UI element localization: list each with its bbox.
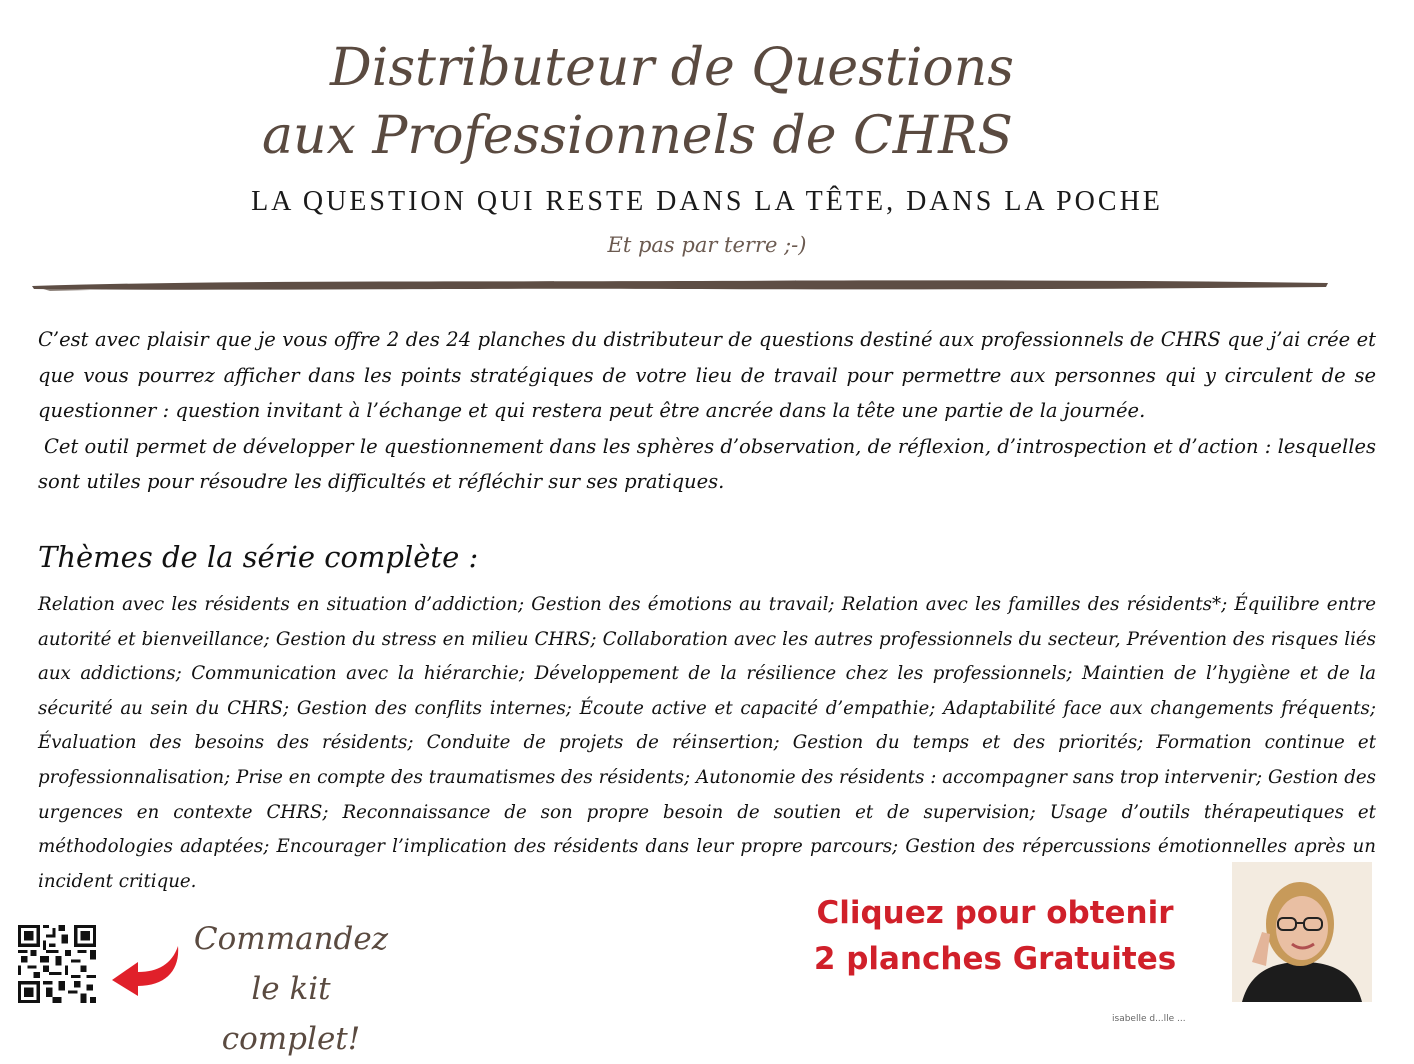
qr-code-icon[interactable] — [18, 925, 96, 1003]
order-line-2: le kit complet! — [221, 971, 361, 1057]
curved-arrow-left-icon — [108, 940, 186, 1006]
intro-paragraph-2: Cet outil permet de développer le questionnement dans les sphères d’observation, de réflexion, d’introspection et d’action : lesquelles sont utiles pour résoudre les difficultés et réfléchir sur ses pratiques. — [38, 434, 1376, 493]
page-title-line-2: aux Professionnels de CHRS — [262, 106, 1013, 166]
page-title-line-1: Distributeur de Questions — [330, 38, 1014, 98]
order-kit-link[interactable] — [186, 914, 396, 1064]
intro-text — [38, 322, 1376, 500]
free-sheets-cta[interactable] — [790, 890, 1200, 982]
subtitle: LA QUESTION QUI RESTE DANS LA TÊTE, DANS LA POCHE — [251, 186, 1163, 217]
themes-list: Relation avec les résidents en situation d’addiction; Gestion des émotions au travail; Relation avec les familles des résidents*; Équilibre entre autorité et bienveillance; Gestion du stress en milieu CHRS; Collaboration avec les autres professionnels du secteur, Prévention des risques liés aux addictions; Communication avec la hiérarchie; Développement de la résilience chez les professionnels; Maintien de l’hygiène et de la sécurité au sein du CHRS; Gestion des conflits internes; Écoute active et capacité d’empathie; Adaptabilité face aux changements fréquents; Évaluation des besoins des résidents; Conduite de projets de réinsertion; Gestion du temps et des priorités; Formation continue et professionnalisation; Prise en compte des traumatismes des résidents; Autonomie des résidents : accompagner sans trop intervenir; Gestion des urgences en contexte CHRS; Reconnaissance de son propre besoin de soutien et de supervision; Usage d’outils thérapeutiques et méthodologies adaptées; Encourager l’implication des résidents dans leur propre parcours; Gestion des répercussions émotionnelles après un incident critique. — [38, 594, 1376, 892]
order-line-1: Commandez — [193, 921, 389, 957]
cta-line-1: Cliquez pour obtenir — [816, 895, 1174, 931]
intro-paragraph-1: C’est avec plaisir que je vous offre 2 des 24 planches du distributeur de questions destiné aux professionnels de CHRS que j’ai crée et que vous pourrez afficher dans les points stratégiques de votre lieu de travail pour permettre aux personnes qui y circulent de se questionner : question invitant à l’échange et qui restera peut être ancrée dans la tête une partie de la journée. — [38, 328, 1376, 422]
brush-divider — [30, 274, 1330, 294]
themes-heading: Thèmes de la série complète : — [38, 540, 479, 574]
photo-credit: isabelle d...lle ... — [1112, 1014, 1186, 1024]
author-photo — [1232, 862, 1372, 1002]
tagline: Et pas par terre ;-) — [607, 233, 807, 257]
cta-line-2: 2 planches Gratuites — [813, 941, 1177, 977]
